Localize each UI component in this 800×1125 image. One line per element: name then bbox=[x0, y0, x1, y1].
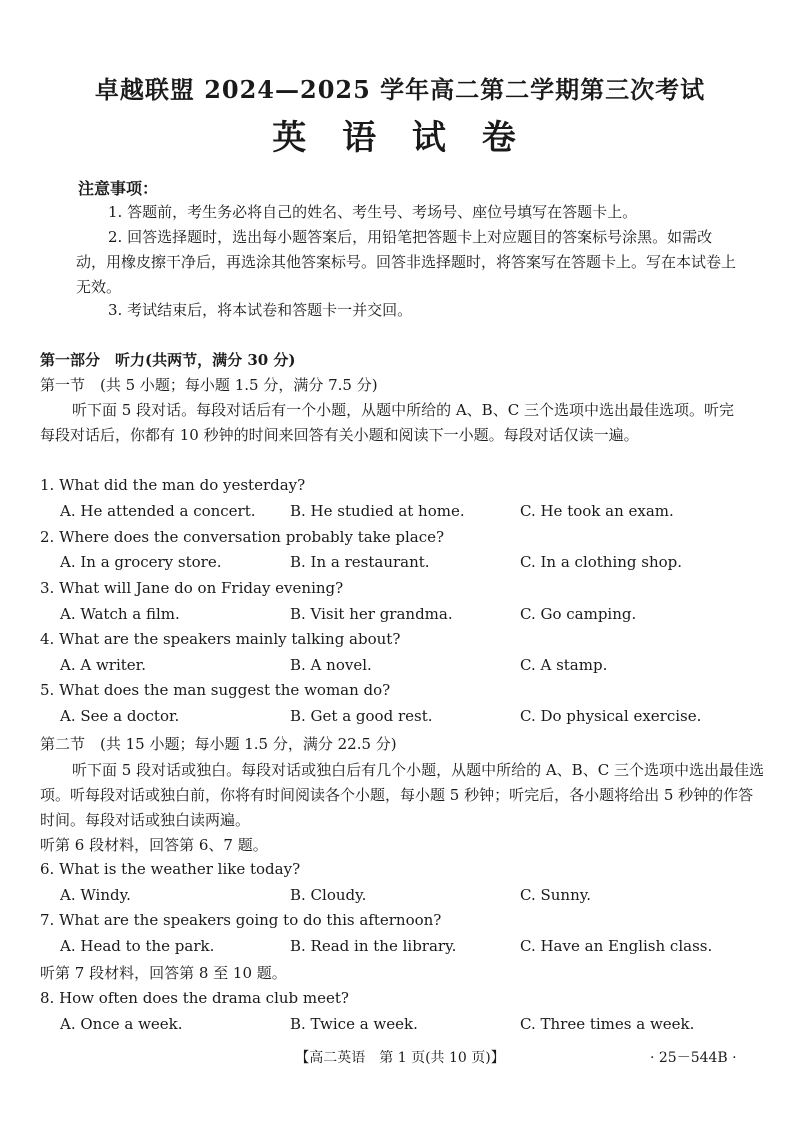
section1-directions: 听下面 5 段对话。每段对话后有一个小题，从题中所给的 A、B、C 三个选项中选出最佳选项。听完每段对话后，你都有 10 秒钟的时间来回答有关小题和阅读下一小题。每段对话仅读一遍。 bbox=[40, 401, 734, 444]
notice-item-3: 3. 考试结束后，将本试卷和答题卡一并交回。 bbox=[108, 301, 413, 319]
question-6: 6. What is the weather like today? bbox=[40, 860, 301, 878]
q4-option-c: C. A stamp. bbox=[520, 656, 608, 674]
q5-option-c: C. Do physical exercise. bbox=[520, 707, 702, 725]
notice-item-2: 2. 回答选择题时，选出每小题答案后，用铅笔把答题卡上对应题目的答案标号涂黑。如需改动，用橡皮擦干净后，再选涂其他答案标号。回答非选择题时，将答案写在答题卡上。写在本试卷上无效。 bbox=[76, 228, 737, 296]
q6-option-c: C. Sunny. bbox=[520, 886, 591, 904]
part1-heading: 第一部分 听力(共两节，满分 30 分) bbox=[40, 351, 296, 369]
exam-title: 卓越联盟 2024—2025 学年高二第二学期第三次考试 bbox=[94, 75, 706, 104]
q5-option-a: A. See a doctor. bbox=[60, 707, 180, 725]
paper-code: · 25－544B · bbox=[650, 1050, 737, 1066]
notice-heading: 注意事项： bbox=[78, 179, 159, 198]
q1-option-c: C. He took an exam. bbox=[520, 502, 674, 520]
question-7: 7. What are the speakers going to do this afternoon? bbox=[40, 911, 442, 929]
q1-option-a: A. He attended a concert. bbox=[60, 502, 256, 520]
q6-option-b: B. Cloudy. bbox=[290, 886, 367, 904]
q8-option-a: A. Once a week. bbox=[60, 1015, 183, 1033]
question-2: 2. Where does the conversation probably take place? bbox=[40, 528, 445, 546]
q8-option-c: C. Three times a week. bbox=[520, 1015, 695, 1033]
q4-option-a: A. A writer. bbox=[60, 656, 146, 674]
exam-subtitle: 英 语 试 卷 bbox=[272, 118, 528, 158]
material-6-note: 听第 6 段材料，回答第 6、7 题。 bbox=[40, 836, 268, 854]
q7-option-a: A. Head to the park. bbox=[60, 937, 215, 955]
section2-directions: 听下面 5 段对话或独白。每段对话或独白后有几个小题，从题中所给的 A、B、C 三个选项中选出最佳选项。听每段对话或独白前，你将有时间阅读各个小题，每小题 5 秒钟；听完后，各小题将给出 5 秒钟的作答时间。每段对话或独白读两遍。 bbox=[40, 761, 764, 829]
question-1: 1. What did the man do yesterday? bbox=[40, 476, 306, 494]
question-5: 5. What does the man suggest the woman do? bbox=[40, 681, 391, 699]
question-3: 3. What will Jane do on Friday evening? bbox=[40, 579, 344, 597]
q5-option-b: B. Get a good rest. bbox=[290, 707, 433, 725]
q1-option-b: B. He studied at home. bbox=[290, 502, 465, 520]
page-footer: 【高二英语 第 1 页(共 10 页)】 bbox=[295, 1050, 505, 1066]
notice-item-1: 1. 答题前，考生务必将自己的姓名、考生号、考场号、座位号填写在答题卡上。 bbox=[108, 203, 638, 221]
material-7-note: 听第 7 段材料，回答第 8 至 10 题。 bbox=[40, 964, 287, 982]
q4-option-b: B. A novel. bbox=[290, 656, 372, 674]
q3-option-c: C. Go camping. bbox=[520, 605, 637, 623]
q3-option-a: A. Watch a film. bbox=[60, 605, 180, 623]
q2-option-c: C. In a clothing shop. bbox=[520, 553, 683, 571]
section2-heading: 第二节 (共 15 小题；每小题 1.5 分，满分 22.5 分) bbox=[40, 735, 397, 753]
q7-option-c: C. Have an English class. bbox=[520, 937, 713, 955]
section1-heading: 第一节 (共 5 小题；每小题 1.5 分，满分 7.5 分) bbox=[40, 376, 378, 394]
question-8: 8. How often does the drama club meet? bbox=[40, 989, 349, 1007]
q2-option-b: B. In a restaurant. bbox=[290, 553, 430, 571]
q2-option-a: A. In a grocery store. bbox=[60, 553, 222, 571]
q3-option-b: B. Visit her grandma. bbox=[290, 605, 453, 623]
q8-option-b: B. Twice a week. bbox=[290, 1015, 418, 1033]
question-4: 4. What are the speakers mainly talking about? bbox=[40, 630, 401, 648]
q7-option-b: B. Read in the library. bbox=[290, 937, 457, 955]
q6-option-a: A. Windy. bbox=[60, 886, 131, 904]
